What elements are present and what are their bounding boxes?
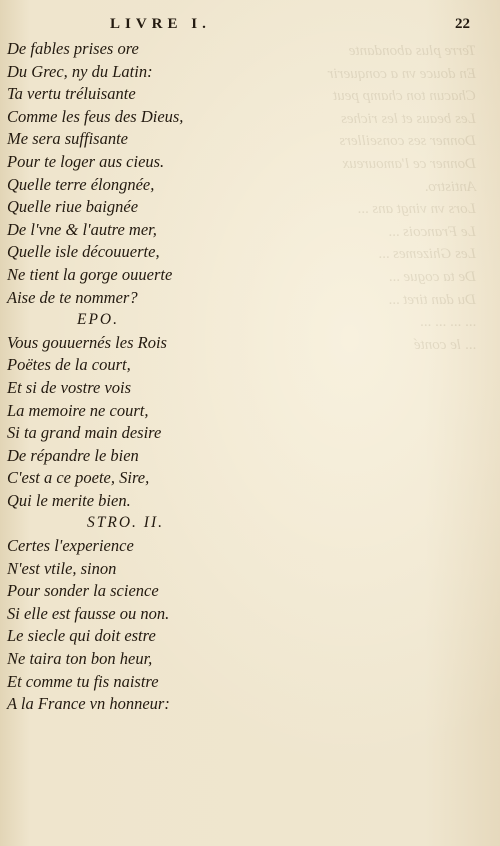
- verse-line: Le siecle qui doit estre: [7, 626, 156, 646]
- verse-line: Vous gouuernés les Rois: [7, 332, 167, 352]
- verse-line: De fables prises ore: [7, 39, 139, 58]
- verse-line: Si elle est fausse ou non.: [7, 603, 170, 623]
- page-header: [0, 16, 500, 38]
- verse-line: La memoire ne court,: [7, 400, 149, 420]
- verse-line: Quelle isle découuerte,: [7, 242, 160, 262]
- stanza-epode: [7, 332, 307, 513]
- stanza-strophe: [7, 38, 307, 309]
- verse-line: Pour te loger aus cieus.: [7, 151, 165, 171]
- verse-line: A la France vn honneur:: [7, 694, 170, 714]
- verse-line: De répandre le bien: [7, 445, 139, 465]
- verse-line: Pour sonder la science: [7, 581, 159, 601]
- verse-line: De l'vne & l'autre mer,: [7, 219, 157, 239]
- verse-block: [7, 38, 307, 716]
- verse-line: Aise de te nommer?: [7, 287, 138, 307]
- verse-line: C'est a ce poete, Sire,: [7, 468, 150, 488]
- verse-line: Ne tient la gorge ouuerte: [7, 264, 173, 284]
- section-heading-strophe-2: STRO. II.: [87, 514, 164, 532]
- running-title: LIVRE I.: [110, 16, 211, 32]
- bleed-through-text: Terre plus abondante En douce vn a conquerir Chacun ton champ peut Les beaus et les riches Donner ses conseillers Donner ce l'amoureux Antistro. Lors vn vingt ans ... Le Francois ... Les Ghizemes ... De ta cogue ... Du dan tiret ... ... ... ... ... ... le conté: [327, 43, 476, 353]
- verse-line: Certes l'experience: [7, 536, 134, 556]
- verse-line: Quelle terre élongnée,: [7, 174, 155, 194]
- stanza-strophe-2: [7, 535, 307, 716]
- verse-line: Comme les feus des Dieus,: [7, 106, 184, 126]
- verse-line: Du Grec, ny du Latin:: [7, 61, 153, 81]
- verse-line: Ne taira ton bon heur,: [7, 649, 153, 669]
- page-number: 22: [455, 16, 470, 32]
- section-heading-epode: EPO.: [77, 311, 120, 329]
- verse-line: Qui le merite bien.: [7, 490, 131, 510]
- verse-line: Ta vertu tréluisante: [7, 84, 136, 104]
- verse-line: Si ta grand main desire: [7, 423, 162, 443]
- verse-line: Quelle riue baignée: [7, 197, 139, 217]
- verse-line: N'est vtile, sinon: [7, 558, 117, 578]
- verse-line: Me sera suffisante: [7, 129, 128, 149]
- verse-line: Et comme tu fis naistre: [7, 671, 159, 691]
- verse-line: Et si de vostre vois: [7, 377, 132, 397]
- verse-line: Poëtes de la court,: [7, 355, 131, 375]
